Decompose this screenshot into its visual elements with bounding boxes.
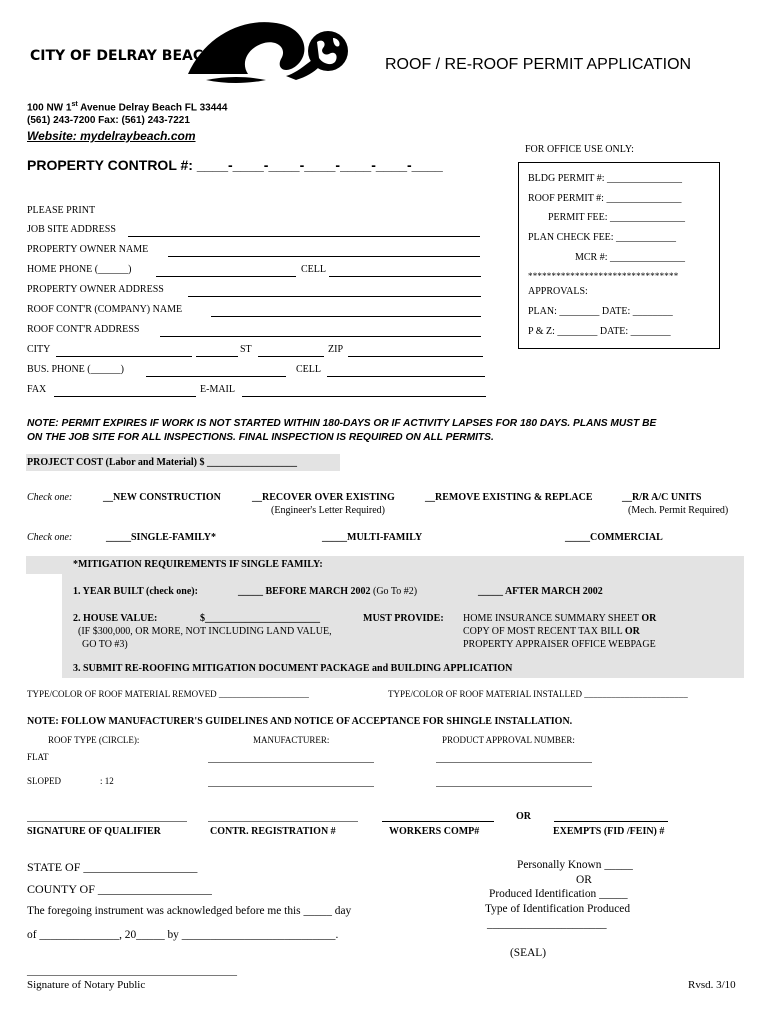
multi-family-option[interactable]: _____MULTI-FAMILY [322, 532, 423, 543]
cell-input[interactable] [329, 276, 481, 277]
appraiser-option: PROPERTY APPRAISER OFFICE WEBPAGE [463, 639, 656, 650]
owner-address-label: PROPERTY OWNER ADDRESS [27, 284, 164, 295]
qualifier-signature-input[interactable] [27, 821, 187, 822]
home-phone-input[interactable] [156, 276, 296, 277]
bldg-permit-field: BLDG PERMIT #: _______________ [528, 173, 682, 184]
engineer-letter-note: (Engineer's Letter Required) [271, 505, 385, 516]
pz-approval-field: P & Z: ________ DATE: ________ [528, 326, 671, 337]
ack-date-field[interactable]: of ______________, 20_____ by ___________________________. [27, 929, 339, 941]
county-of-field[interactable]: COUNTY OF ___________________ [27, 882, 212, 896]
page-title: ROOF / RE-ROOF PERMIT APPLICATION [385, 56, 692, 73]
sloped-option[interactable]: SLOPED [27, 776, 62, 786]
st-input[interactable] [196, 356, 238, 357]
bus-phone-input[interactable] [146, 376, 286, 377]
commercial-option[interactable]: _____COMMERCIAL [565, 532, 663, 543]
after-2002-option[interactable]: _____ AFTER MARCH 2002 [478, 586, 603, 597]
revision-label: Rvsd. 3/10 [688, 979, 736, 991]
mitigation-submit-instruction: 3. SUBMIT RE-ROOFING MITIGATION DOCUMENT PACKAGE and BUILDING APPLICATION [73, 663, 513, 674]
state-of-field[interactable]: STATE OF ___________________ [27, 860, 198, 874]
ac-units-option[interactable]: __R/R A/C UNITS [622, 492, 702, 503]
exempts-input[interactable] [554, 821, 668, 822]
email-input[interactable] [242, 396, 486, 397]
address: 100 NW 1st Avenue Delray Beach FL 33444 [27, 101, 228, 114]
flat-option[interactable]: FLAT [27, 752, 49, 762]
roof-material-installed-field[interactable]: TYPE/COLOR OF ROOF MATERIAL INSTALLED _______________________ [388, 689, 688, 699]
flat-manufacturer-input[interactable] [208, 762, 374, 763]
house-value-label: 2. HOUSE VALUE: [73, 613, 158, 624]
qualifier-signature-label: SIGNATURE OF QUALIFIER [27, 826, 161, 837]
contr-registration-input[interactable] [208, 821, 358, 822]
recover-existing-option[interactable]: __RECOVER OVER EXISTING [252, 492, 395, 503]
check-one-label: Check one: [27, 492, 73, 503]
roof-material-removed-field[interactable]: TYPE/COLOR OF ROOF MATERIAL REMOVED ____________________ [27, 689, 309, 699]
permit-expiry-note-2: ON THE JOB SITE FOR ALL INSPECTIONS. FINAL INSPECTION IS REQUIRED ON ALL PERMITS. [27, 432, 494, 443]
please-print-label: PLEASE PRINT [27, 205, 96, 216]
before-2002-option[interactable]: _____ BEFORE MARCH 2002 (Go To #2) [238, 586, 418, 597]
home-phone-label: HOME PHONE (______) [27, 264, 132, 275]
contr-registration-label: CONTR. REGISTRATION # [210, 826, 336, 837]
workers-comp-input[interactable] [382, 821, 494, 822]
bus-phone-label: BUS. PHONE (______) [27, 364, 124, 375]
notary-signature-input[interactable]: __________________________________________ [27, 966, 237, 977]
sloped-manufacturer-input[interactable] [208, 786, 374, 787]
fax-input[interactable] [54, 396, 196, 397]
plan-approval-field: PLAN: ________ DATE: ________ [528, 306, 673, 317]
type-of-id-label: Type of Identification Produced [485, 903, 631, 915]
workers-comp-label: WORKERS COMP# [389, 826, 480, 837]
insurance-summary-option: HOME INSURANCE SUMMARY SHEET OR [463, 613, 657, 624]
contractor-name-input[interactable] [211, 316, 481, 317]
owner-name-input[interactable] [168, 256, 480, 257]
globe-icon [305, 28, 351, 74]
personally-known-field[interactable]: Personally Known _____ [517, 859, 633, 871]
office-use-heading: FOR OFFICE USE ONLY: [525, 144, 634, 155]
permit-fee-field: PERMIT FEE: _______________ [548, 212, 686, 223]
job-site-input[interactable] [128, 236, 480, 237]
notary-signature-label: Signature of Notary Public [27, 979, 146, 991]
flat-approval-input[interactable] [436, 762, 592, 763]
or-label: OR [516, 811, 531, 822]
single-family-option[interactable]: _____SINGLE-FAMILY* [106, 532, 217, 543]
sloped-approval-input[interactable] [436, 786, 592, 787]
must-provide-label: MUST PROVIDE: [363, 613, 444, 624]
owner-address-input[interactable] [188, 296, 481, 297]
product-approval-header: PRODUCT APPROVAL NUMBER: [442, 735, 575, 745]
manufacturer-header: MANUFACTURER: [253, 735, 330, 745]
project-cost-field[interactable]: PROJECT COST (Labor and Material) $ __________________ [27, 457, 298, 468]
owner-name-label: PROPERTY OWNER NAME [27, 244, 149, 255]
approvals-label: APPROVALS: [528, 286, 588, 297]
job-site-label: JOB SITE ADDRESS [27, 224, 116, 235]
roof-permit-field: ROOF PERMIT #: _______________ [528, 193, 682, 204]
city-label: CITY [27, 344, 51, 355]
roof-type-header: ROOF TYPE (CIRCLE): [48, 735, 140, 745]
zip-input[interactable] [348, 356, 483, 357]
st-input-2[interactable] [258, 356, 324, 357]
exempts-label: EXEMPTS (FID /FEIN) # [553, 826, 665, 837]
type-of-id-input[interactable]: _____________________ [487, 918, 607, 930]
acknowledgement-text[interactable]: The foregoing instrument was acknowledged before me this _____ day [27, 905, 352, 917]
website-link[interactable]: Website: mydelraybeach.com [27, 129, 196, 143]
plan-check-fee-field: PLAN CHECK FEE: ____________ [528, 232, 677, 243]
produced-id-field[interactable]: Produced Identification _____ [489, 888, 628, 900]
cell-label-2: CELL [296, 364, 321, 375]
seal-label: (SEAL) [510, 947, 547, 959]
house-value-input[interactable]: $_______________________ [200, 613, 320, 624]
permit-expiry-note: NOTE: PERMIT EXPIRES IF WORK IS NOT STARTED WITHIN 180-DAYS OR IF ACTIVITY LAPSES FOR 180 DAYS. PLANS MUST BE [27, 418, 657, 429]
mcr-field: MCR #: _______________ [575, 252, 686, 263]
property-control-field[interactable]: PROPERTY CONTROL #: ____-____-____-____-____-____-____ [27, 157, 443, 173]
mitigation-heading: *MITIGATION REQUIREMENTS IF SINGLE FAMILY: [73, 559, 323, 570]
house-value-note-2: GO TO #3) [82, 639, 128, 650]
tax-bill-option: COPY OF MOST RECENT TAX BILL OR [463, 626, 640, 637]
contractor-address-input[interactable] [160, 336, 481, 337]
cell-input-2[interactable] [327, 376, 485, 377]
logo-text: CITY OF DELRAY BEACH [30, 48, 215, 64]
mech-permit-note: (Mech. Permit Required) [628, 505, 729, 516]
fax-label: FAX [27, 384, 47, 395]
contractor-name-label: ROOF CONT'R (COMPANY) NAME [27, 304, 183, 315]
check-one-label-2: Check one: [27, 532, 73, 543]
city-input[interactable] [56, 356, 192, 357]
manufacturer-guidelines-note: NOTE: FOLLOW MANUFACTURER'S GUIDELINES AND NOTICE OF ACCEPTANCE FOR SHINGLE INSTALLATION. [27, 716, 573, 727]
phone-fax: (561) 243-7200 Fax: (561) 243-7221 [27, 115, 190, 126]
year-built-label: 1. YEAR BUILT (check one): [73, 586, 198, 597]
cell-label: CELL [301, 264, 326, 275]
email-label: E-MAIL [200, 384, 235, 395]
slope-ratio[interactable]: : 12 [100, 776, 114, 786]
st-label: ST [240, 344, 252, 355]
house-value-note: (IF $300,000, OR MORE, NOT INCLUDING LAND VALUE, [78, 626, 332, 637]
identification-or-label: OR [576, 874, 592, 886]
new-construction-option[interactable]: __NEW CONSTRUCTION [103, 492, 221, 503]
remove-replace-option[interactable]: __REMOVE EXISTING & REPLACE [425, 492, 593, 503]
contractor-address-label: ROOF CONT'R ADDRESS [27, 324, 140, 335]
office-divider-stars: ******************************** [528, 271, 679, 281]
zip-label: ZIP [328, 344, 343, 355]
